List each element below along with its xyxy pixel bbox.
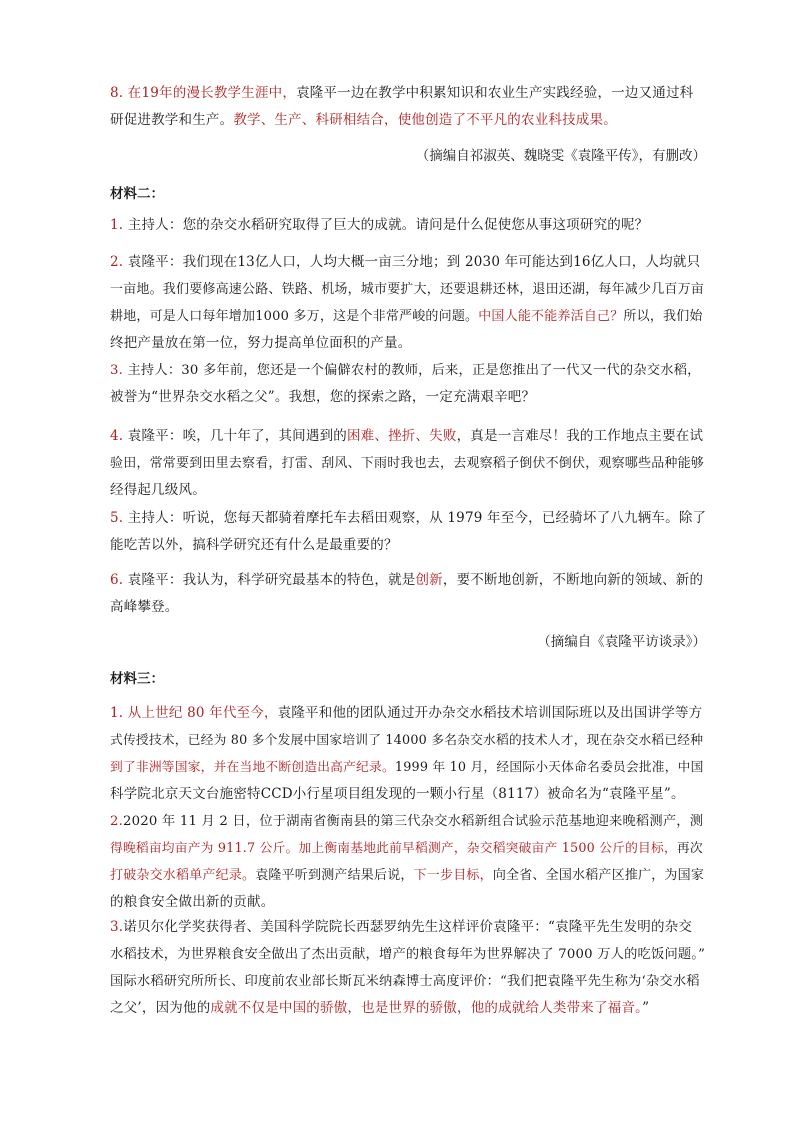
body-text: ，要不断地创新，不断地向新的领域、新的 xyxy=(442,572,704,588)
highlight-text: 创新 xyxy=(415,572,443,588)
paragraph-number: 4. xyxy=(110,428,124,444)
body-text: 袁隆平听到测产结果后说， xyxy=(255,868,414,883)
body-text: 高峰攀登。 xyxy=(110,599,179,615)
highlight-text: 得晚稻亩均亩产为 911.7 公斤。加上衡南基地此前早稻测产，杂交稻突破亩产 1500 公斤的目标， xyxy=(110,841,677,856)
paragraph-number: 6. xyxy=(110,572,124,588)
highlight-text: 中国人能不能养活自己？ xyxy=(478,309,624,324)
body-text: 再次 xyxy=(676,841,703,856)
body-text: 一亩地。我们要修高速公路、铁路、机场，城市要扩大，还要退耕还林，退田还湖，每年减少几百万亩 xyxy=(110,282,705,297)
highlight-text: 教学、生产、科研相结合，使他创造了不平凡的农业科技成果。 xyxy=(233,112,617,128)
material3-paragraph-2 xyxy=(110,808,710,916)
paragraph-8 xyxy=(110,80,710,134)
section-heading: 材料二： xyxy=(110,186,164,202)
body-text: 袁隆平：我们现在13亿人口，人均大概一亩三分地；到 2030 年可能达到16亿人口，人均就只 xyxy=(127,254,701,270)
body-text: 式传授技术，已经为 80 多个发展中国家培训了 14000 多名杂交水稻的技术人才，现在杂交水稻已经种 xyxy=(110,733,704,748)
body-text: 经得起几级风。 xyxy=(110,482,206,498)
body-text: ，真是一言难尽！我的工作地点主要在试 xyxy=(456,428,704,444)
body-text: 的粮食安全做出新的贡献。 xyxy=(110,894,275,910)
interview-a2 xyxy=(110,249,710,357)
body-text: 之父’，因为他的 xyxy=(110,1000,211,1016)
body-text: 被誉为“世界杂交水稻之父”。我想，您的探索之路，一定充满艰辛吧？ xyxy=(110,389,536,405)
section-heading: 材料三： xyxy=(110,671,164,687)
highlight-text: 困难、挫折、失败 xyxy=(346,428,457,444)
paragraph-number: 1. xyxy=(110,217,124,233)
highlight-text: 打破杂交水稻单产纪录。 xyxy=(110,868,256,883)
body-text: 能吃苦以外，搞科学研究还有什么是最重要的？ xyxy=(110,537,398,553)
highlight-text: 从上世纪 80 年代至今， xyxy=(127,705,278,721)
body-text: 袁隆平和他的团队通过开办杂交水稻技术培训国际班以及出国讲学等方 xyxy=(277,705,703,721)
body-text: 袁隆平：唉，几十年了，其间遇到的 xyxy=(127,428,347,444)
body-text: 研促进教学和生产。 xyxy=(110,112,234,128)
body-text: 所以，我们始 xyxy=(623,309,703,324)
body-text: 主持人：30 多年前，您还是一个偏僻农村的教师，后来，正是您推出了一代又一代的杂交水稻， xyxy=(127,363,701,378)
body-text: 主持人：您的杂交水稻研究取得了巨大的成就。请问是什么促使您从事这项研究的呢？ xyxy=(127,217,649,233)
interview-q3 xyxy=(110,357,710,411)
material3-paragraph-1 xyxy=(110,700,710,808)
body-text: 2020 年 11 月 2 日，位于湖南省衡南县的第三代杂交水稻新组合试验示范基地迎来晚稻测产，测 xyxy=(123,814,704,829)
body-text: 验田，常常要到田里去察看，打雷、刮风、下雨时我也去，去观察稻子倒伏不倒伏，观察哪些品种能够 xyxy=(110,456,705,471)
highlight-text: 到了非洲等国家，并在当地不断创造出高产纪录。 xyxy=(110,760,395,775)
body-text: 诺贝尔化学奖获得者、美国科学院院长西瑟罗纳先生这样评价袁隆平：“袁隆平先生发明的杂交 xyxy=(123,919,693,935)
body-text: 袁隆平：我认为，科学研究最基本的特色，就是 xyxy=(127,572,416,588)
body-text: 终把产量放在第一位，努力提高单位面积的产量。 xyxy=(110,335,412,351)
body-text: 国际水稻研究所所长、印度前农业部长斯瓦米纳森博士高度评价：“我们把袁隆平先生称为‘杂交水稻 xyxy=(110,974,700,989)
body-text: 主持人：听说，您每天都骑着摩托车去稻田观察，从 1979 年至今，已经骑坏了八九辆车。除了 xyxy=(127,510,707,526)
interview-q5 xyxy=(110,505,710,559)
body-text: 水稻技术，为世界粮食安全做出了杰出贡献，增产的粮食每年为世界解决了 7000 万人的吃饭问题。” xyxy=(110,947,706,962)
paragraph-number: 5. xyxy=(110,510,124,526)
paragraph-number: 3. xyxy=(110,363,124,378)
body-text: 1999 年 10 月，经国际小天体命名委员会批准，中国 xyxy=(394,760,704,775)
highlight-text: 下一步目标， xyxy=(413,868,493,883)
body-text: 向全省、全国水稻产区推广，为国家 xyxy=(492,868,705,883)
source-citation: （摘编自《袁隆平访谈录》） xyxy=(537,634,706,650)
paragraph-number: 2. xyxy=(110,814,124,829)
body-text: 袁隆平一边在教学中积累知识和农业生产实践经验，一边又通过科 xyxy=(296,85,694,101)
interview-q1 xyxy=(110,212,710,239)
material3-paragraph-3 xyxy=(110,914,710,1022)
highlight-text: 在19年的漫长教学生涯中， xyxy=(127,85,297,101)
highlight-text: 成就不仅是中国的骄傲，也是世界的骄傲，他的成就给人类带来了福音。 xyxy=(210,1000,643,1016)
paragraph-number: 2. xyxy=(110,254,124,270)
body-text: 科学院北京天文台施密特CCD小行星项目组发现的一颗小行星（8117）被命名为“袁隆平星”。 xyxy=(110,786,685,802)
paragraph-number: 8. xyxy=(110,85,124,101)
body-text: ” xyxy=(642,1000,650,1016)
interview-a4 xyxy=(110,423,710,504)
source-citation: （摘编自祁淑英、魏晓雯《袁隆平传》，有删改） xyxy=(415,148,706,164)
body-text: 耕地，可是人口每年增加1000 多万，这是个非常严峻的问题。 xyxy=(110,309,479,324)
interview-a6 xyxy=(110,567,710,621)
paragraph-number: 3. xyxy=(110,919,124,935)
paragraph-number: 1. xyxy=(110,705,124,721)
